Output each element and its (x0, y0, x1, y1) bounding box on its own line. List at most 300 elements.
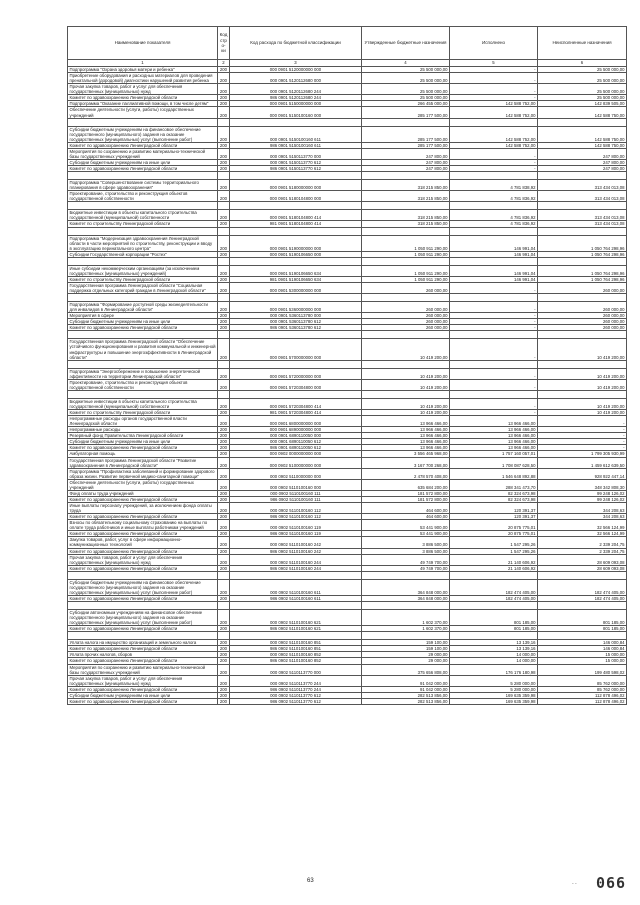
empty-cell (450, 571, 538, 579)
row-plan: 53 441 900,00 (362, 531, 450, 537)
row-code: 200 (218, 166, 230, 172)
row-done: - (450, 282, 538, 293)
row-code: 200 (218, 210, 230, 221)
empty-cell (230, 227, 362, 235)
row-done: - (450, 368, 538, 379)
row-plan: 364 848 000,00 (362, 595, 450, 601)
row-name: Комитет по здравоохранению Ленинградской области (68, 698, 218, 704)
row-rest: 182 474 405,00 (538, 595, 627, 601)
table-row (68, 554, 627, 565)
row-done: 13 966 466,00 (450, 433, 538, 439)
row-done: 13 966 466,00 (450, 439, 538, 445)
row-kbk: 000 0902 5100000000 000 (230, 457, 362, 468)
table-row (68, 479, 627, 490)
row-kbk: 000 0901 5150100160 000 (230, 107, 362, 118)
table-row (68, 675, 627, 686)
row-rest: 313 434 013,08 (538, 191, 627, 202)
row-plan: 13 966 466,00 (362, 439, 450, 445)
table-row (68, 191, 627, 202)
col-number: 2 (218, 60, 230, 67)
row-kbk: 000 0902 5110113770 000 (230, 664, 362, 675)
row-name: Субсидии бюджетным учреждениям на иные цели (68, 159, 218, 165)
empty-cell (450, 632, 538, 640)
footer-mark: - - (572, 881, 577, 887)
row-kbk: 986 0902 5110113770 612 (230, 698, 362, 704)
header-name: Наименование показателя (68, 27, 218, 60)
empty-cell (538, 202, 627, 210)
empty-cell (68, 331, 218, 339)
row-name: Непрограммные расходы органов государственной власти Ленинградской области (68, 416, 218, 427)
row-code: 200 (218, 514, 230, 520)
row-rest: 32 566 124,99 (538, 520, 627, 531)
row-code: 200 (218, 537, 230, 548)
empty-cell (218, 118, 230, 126)
row-kbk: 000 0902 5110100160 852 (230, 652, 362, 658)
row-name: Резервный фонд Правительства Ленинградской области (68, 433, 218, 439)
col-number: 6 (538, 60, 627, 67)
row-plan: 635 684 200,00 (362, 479, 450, 490)
row-code: 200 (218, 652, 230, 658)
empty-cell (68, 632, 218, 640)
empty-cell (450, 172, 538, 180)
row-code: 200 (218, 67, 230, 73)
row-kbk: 986 0902 5110100160 852 (230, 658, 362, 664)
row-name: Государственная программа Ленинградской области "Обеспечение устойчивого функционирования и развития коммунальной и инженерной инфраструктуры и повышение энергоэффективности в Ленинградской области" (69, 339, 216, 360)
row-kbk: 981 0901 5190106650 634 (230, 276, 362, 282)
row-rest: - (538, 439, 627, 445)
row-plan: 1 050 911 290,00 (362, 251, 450, 257)
row-name: Прочая закупка товаров, работ и услуг для обеспечения государственных (муниципальных) нужд (68, 554, 218, 565)
row-rest: 142 839 505,00 (538, 101, 627, 107)
row-code: 200 (218, 640, 230, 646)
row-plan: 282 513 856,00 (362, 692, 450, 698)
row-kbk: 000 0902 5110100160 244 (230, 554, 362, 565)
row-rest: 28 609 093,08 (538, 565, 627, 571)
row-done: 1 757 160 057,01 (450, 451, 538, 457)
empty-cell (218, 390, 230, 398)
row-done: 142 588 752,00 (450, 142, 538, 148)
table-row (68, 302, 627, 313)
row-done: 169 635 359,98 (450, 698, 538, 704)
spacer-row (68, 294, 627, 302)
empty-cell (450, 118, 538, 126)
row-kbk: 000 0901 5720000000 000 (230, 368, 362, 379)
spacer-row (68, 571, 627, 579)
empty-cell (230, 632, 362, 640)
row-name: Комитет по здравоохранению Ленинградской области (68, 496, 218, 502)
row-done: 1 547 295,26 (450, 548, 538, 554)
row-name: Закупка товаров, работ, услуг в сфере информационно-коммуникационных технологий (68, 537, 218, 548)
page-footer (0, 874, 640, 904)
row-kbk: 000 0902 5110100160 611 (230, 579, 362, 595)
header-kbk: Код расхода по бюджетной классификации (230, 27, 362, 60)
row-name: Комитет по здравоохранению Ленинградской области (68, 626, 218, 632)
row-kbk: 000 0901 5180104800 000 (230, 191, 362, 202)
row-rest: 85 762 000,00 (538, 686, 627, 692)
row-done: 182 474 405,00 (450, 579, 538, 595)
row-kbk: 000 0902 5110100160 851 (230, 640, 362, 646)
budget-table (67, 26, 627, 705)
table-row (68, 698, 627, 704)
row-done: 120 391,37 (450, 514, 538, 520)
empty-cell (230, 118, 362, 126)
row-plan: 10 419 200,00 (362, 379, 450, 390)
row-done: 21 140 606,92 (450, 554, 538, 565)
row-name: Комитет по здравоохранению Ленинградской области (68, 514, 218, 520)
row-plan: 1 602 370,00 (362, 610, 450, 626)
empty-cell (68, 118, 218, 126)
empty-cell (68, 294, 218, 302)
header-done: Исполнено (450, 27, 538, 60)
row-kbk: 000 0902 5110100160 111 (230, 490, 362, 496)
row-kbk: 000 0901 5360000000 000 (230, 302, 362, 313)
row-plan: 260 000,00 (362, 282, 450, 293)
empty-cell (218, 571, 230, 579)
row-done: - (450, 313, 538, 319)
row-kbk: 000 0901 6890110050 000 (230, 433, 362, 439)
row-name: Уплата налога на имущество организаций и земельного налога (68, 640, 218, 646)
row-code: 200 (218, 579, 230, 595)
row-rest: 25 500 000,00 (538, 73, 627, 84)
row-rest: - (538, 416, 627, 427)
row-done: 13 139,16 (450, 640, 538, 646)
row-code: 200 (218, 126, 230, 142)
row-name: Государственная программа Ленинградской области "Социальная поддержка отдельных категорий граждан в Ленинградской области" (68, 282, 218, 293)
row-done: 13 966 466,00 (450, 416, 538, 427)
row-code: 200 (218, 142, 230, 148)
row-done: - (450, 339, 538, 360)
empty-cell (362, 294, 450, 302)
row-code: 200 (218, 265, 230, 276)
row-name: Комитет по здравоохранению Ленинградской области (68, 595, 218, 601)
row-name: Подпрограмма "Формирование доступной среды жизнедеятельности для инвалидов в Ленинградской области" (68, 302, 218, 313)
empty-cell (362, 202, 450, 210)
row-done: 82 324 673,98 (450, 490, 538, 496)
empty-cell (450, 257, 538, 265)
row-code: 200 (218, 379, 230, 390)
empty-cell (538, 227, 627, 235)
empty-cell (230, 360, 362, 368)
row-plan: 91 042 000,00 (362, 686, 450, 692)
row-plan: 364 848 000,00 (362, 579, 450, 595)
row-rest: - (538, 445, 627, 451)
row-kbk: 986 0902 5110100160 244 (230, 565, 362, 571)
row-kbk: 000 0902 5110100160 112 (230, 503, 362, 514)
empty-cell (218, 360, 230, 368)
row-plan: 260 000,00 (362, 313, 450, 319)
row-kbk: 000 0901 6890000000 000 (230, 427, 362, 433)
row-plan: 464 600,00 (362, 503, 450, 514)
row-rest: 10 419 200,00 (538, 379, 627, 390)
table-row (68, 126, 627, 142)
row-done: 142 588 752,00 (450, 101, 538, 107)
row-code: 200 (218, 548, 230, 554)
row-name: Субсидии бюджетным учреждениям на финансовое обеспечение государственного (муниципального) задания на оказание государственных (муниципальных) услуг (выполнение работ) (68, 126, 218, 142)
row-done: - (450, 159, 538, 165)
row-plan: 318 215 850,00 (362, 210, 450, 221)
row-code: 200 (218, 319, 230, 325)
row-rest: 142 588 750,00 (538, 107, 627, 118)
empty-cell (538, 331, 627, 339)
row-kbk: 986 0901 5120112680 244 (230, 95, 362, 101)
empty-cell (362, 172, 450, 180)
row-name: Комитет по строительству Ленинградской области (68, 276, 218, 282)
row-done: 1 708 087 628,50 (450, 457, 538, 468)
row-kbk: 986 0902 5110100160 242 (230, 548, 362, 554)
table-row (68, 339, 627, 360)
row-done: - (450, 319, 538, 325)
row-done: - (450, 398, 538, 409)
row-code: 200 (218, 531, 230, 537)
row-done: 20 875 775,01 (450, 531, 538, 537)
row-code: 200 (218, 325, 230, 331)
row-plan: 247 800,00 (362, 148, 450, 159)
row-rest: 928 922 447,14 (538, 468, 627, 479)
row-name: Подпрограмма "Совершенствование системы территориального планирования в сфере здравоохранения" (68, 180, 218, 191)
row-code: 200 (218, 416, 230, 427)
row-code: 200 (218, 427, 230, 433)
row-code: 200 (218, 439, 230, 445)
row-done: 146 991,04 (450, 251, 538, 257)
row-name: Подпрограмма "Профилактика заболеваний и формирование здорового образа жизни. Развитие первичной медико-санитарной помощи" (68, 468, 218, 479)
empty-cell (450, 331, 538, 339)
row-code: 200 (218, 698, 230, 704)
row-rest: - (538, 427, 627, 433)
row-rest: - (538, 433, 627, 439)
row-code: 200 (218, 610, 230, 626)
row-kbk: 986 0902 5110100160 851 (230, 646, 362, 652)
spacer-row (68, 390, 627, 398)
row-code: 200 (218, 595, 230, 601)
row-done: 142 588 752,00 (450, 107, 538, 118)
empty-cell (362, 227, 450, 235)
row-rest: 15 000,00 (538, 652, 627, 658)
row-done: 176 176 180,98 (450, 664, 538, 675)
row-code: 200 (218, 451, 230, 457)
row-name: Комитет по здравоохранению Ленинградской области (68, 565, 218, 571)
table-header-row (68, 27, 627, 60)
row-kbk: 000 0901 5360113780 000 (230, 313, 362, 319)
row-plan: 247 800,00 (362, 166, 450, 172)
row-name: Бюджетные инвестиции в объекты капитального строительства государственной (муниципальной) собственности (68, 398, 218, 409)
row-name: Комитет по здравоохранению Ленинградской области (68, 325, 218, 331)
col-number: 5 (450, 60, 538, 67)
row-done: 182 474 405,00 (450, 595, 538, 601)
row-code: 200 (218, 490, 230, 496)
table-row (68, 416, 627, 427)
table-row (68, 180, 627, 191)
row-rest: 10 419 200,00 (538, 410, 627, 416)
row-plan: 1 050 911 290,00 (362, 265, 450, 276)
row-code: 200 (218, 107, 230, 118)
empty-cell (68, 172, 218, 180)
row-rest: 1 050 764 298,96 (538, 276, 627, 282)
row-rest: 199 480 598,02 (538, 664, 627, 675)
empty-cell (362, 118, 450, 126)
row-rest: 1 050 764 298,96 (538, 251, 627, 257)
row-rest: 801 185,00 (538, 626, 627, 632)
row-plan: 159 100,00 (362, 646, 450, 652)
col-number: 3 (230, 60, 362, 67)
row-kbk: 000 0901 5190106650 000 (230, 251, 362, 257)
row-kbk: 000 0901 5180104800 414 (230, 210, 362, 221)
row-done: - (450, 84, 538, 95)
empty-cell (362, 632, 450, 640)
row-code: 200 (218, 565, 230, 571)
empty-cell (68, 602, 218, 610)
row-rest: 313 434 013,08 (538, 210, 627, 221)
row-plan: 10 419 200,00 (362, 368, 450, 379)
row-kbk: 000 0902 5110100160 119 (230, 520, 362, 531)
row-rest: 85 762 000,00 (538, 675, 627, 686)
row-kbk: 000 0901 5700000000 000 (230, 339, 362, 360)
table-row (68, 368, 627, 379)
row-plan: 266 455 000,00 (362, 101, 450, 107)
row-rest: 313 434 013,08 (538, 180, 627, 191)
row-kbk: 000 0901 5120112680 000 (230, 73, 362, 84)
row-rest: 1 050 764 298,96 (538, 265, 627, 276)
spacer-row (68, 331, 627, 339)
row-done: 5 280 000,00 (450, 675, 538, 686)
row-kbk: 000 0901 5150100160 611 (230, 126, 362, 142)
row-name: Субсидии бюджетным учреждениям на иные цели (68, 319, 218, 325)
table-row (68, 210, 627, 221)
table-row (68, 379, 627, 390)
row-code: 200 (218, 479, 230, 490)
row-done: - (450, 148, 538, 159)
row-code: 200 (218, 191, 230, 202)
row-rest: 32 566 124,99 (538, 531, 627, 537)
row-code: 200 (218, 445, 230, 451)
row-done: - (450, 95, 538, 101)
row-plan: 3 556 465 968,00 (362, 451, 450, 457)
row-plan: 3 886 500,00 (362, 537, 450, 548)
row-done: 1 546 648 892,88 (450, 468, 538, 479)
row-name: Обеспечение деятельности (услуги, работы) государственных учреждений (68, 107, 218, 118)
row-done: 13 966 466,00 (450, 427, 538, 433)
row-kbk: 000 0902 5110113770 244 (230, 675, 362, 686)
empty-cell (68, 227, 218, 235)
row-rest: 146 000,84 (538, 640, 627, 646)
row-done: 169 635 359,98 (450, 692, 538, 698)
empty-cell (450, 294, 538, 302)
row-name: Комитет по строительству Ленинградской области (68, 410, 218, 416)
row-code: 200 (218, 95, 230, 101)
empty-cell (538, 390, 627, 398)
row-name: Приобретение оборудования и расходных материалов для проведения пренатальной (дородовой) диагностики нарушений развития ребенка (68, 73, 218, 84)
row-rest: 260 000,00 (538, 325, 627, 331)
row-name: Амбулаторная помощь (68, 451, 218, 457)
row-name: Комитет по здравоохранению Ленинградской области (68, 686, 218, 692)
row-code: 200 (218, 313, 230, 319)
row-rest: 344 208,63 (538, 503, 627, 514)
row-plan: 29 000,00 (362, 652, 450, 658)
table-row (68, 457, 627, 468)
row-name: Комитет по здравоохранению Ленинградской области (68, 166, 218, 172)
row-rest: 25 500 000,00 (538, 84, 627, 95)
row-plan: 3 886 500,00 (362, 548, 450, 554)
empty-cell (538, 257, 627, 265)
row-name: Субсидии бюджетным учреждениям на иные цели (68, 692, 218, 698)
row-plan: 49 749 700,00 (362, 554, 450, 565)
row-plan: 282 513 856,00 (362, 698, 450, 704)
row-rest: 348 342 808,30 (538, 479, 627, 490)
row-code: 200 (218, 457, 230, 468)
row-kbk: 000 0901 5150113770 612 (230, 159, 362, 165)
row-rest: 25 500 000,00 (538, 95, 627, 101)
row-name: Подпрограмма "Оказание паллиативной помощи, в том числе детям" (68, 101, 218, 107)
row-kbk: 981 0901 5720304800 414 (230, 410, 362, 416)
table-row (68, 610, 627, 626)
row-rest: 313 434 013,08 (538, 221, 627, 227)
row-plan: 260 000,00 (362, 319, 450, 325)
row-plan: 25 500 000,00 (362, 73, 450, 84)
row-rest: 247 800,00 (538, 148, 627, 159)
row-done: - (450, 379, 538, 390)
row-kbk: 986 0902 5110100160 119 (230, 531, 362, 537)
row-done: 21 140 606,92 (450, 565, 538, 571)
row-rest: 142 588 750,00 (538, 142, 627, 148)
row-kbk: 986 0902 5110113770 244 (230, 686, 362, 692)
row-code: 200 (218, 368, 230, 379)
table-row (68, 503, 627, 514)
row-plan: 285 177 500,00 (362, 126, 450, 142)
row-code: 200 (218, 692, 230, 698)
row-rest: 10 419 200,00 (538, 368, 627, 379)
row-done: - (450, 325, 538, 331)
row-name: Субсидии бюджетным учреждениям на иные цели (68, 439, 218, 445)
row-done: 146 991,04 (450, 276, 538, 282)
row-kbk: 000 0902 5110100160 242 (230, 537, 362, 548)
row-code: 200 (218, 73, 230, 84)
header-plan: Утвержденные бюджетные назначения (362, 27, 450, 60)
table-row (68, 235, 627, 251)
row-plan: 1 050 911 290,00 (362, 276, 450, 282)
row-plan: 181 572 800,00 (362, 490, 450, 496)
table-row (68, 282, 627, 293)
row-code: 200 (218, 646, 230, 652)
empty-cell (230, 294, 362, 302)
row-plan: 25 500 000,00 (362, 67, 450, 73)
row-rest: 10 419 200,00 (538, 339, 627, 360)
row-rest: 801 185,00 (538, 610, 627, 626)
empty-cell (230, 172, 362, 180)
row-name: Подпрограмма "Модернизация здравоохранения Ленинградской области в части мероприятий по строительству, реконструкции и вводу в эксплуатацию перинатального центра" (68, 235, 218, 251)
table-row (68, 468, 627, 479)
table-row (68, 84, 627, 95)
row-kbk: 000 0902 5110100160 000 (230, 479, 362, 490)
empty-cell (362, 602, 450, 610)
empty-cell (362, 331, 450, 339)
row-rest: 142 588 750,00 (538, 126, 627, 142)
row-code: 200 (218, 180, 230, 191)
row-kbk: 986 0902 5110100160 111 (230, 496, 362, 502)
row-rest: 146 000,84 (538, 646, 627, 652)
row-code: 200 (218, 159, 230, 165)
empty-cell (450, 360, 538, 368)
row-done: 120 391,37 (450, 503, 538, 514)
row-code: 200 (218, 496, 230, 502)
row-done: 14 000,00 (450, 658, 538, 664)
empty-cell (68, 360, 218, 368)
row-plan: 159 100,00 (362, 640, 450, 646)
row-kbk: 000 0902 5110100160 621 (230, 610, 362, 626)
row-rest: 25 500 000,00 (538, 67, 627, 73)
row-rest: 260 000,00 (538, 302, 627, 313)
row-done: 142 588 752,00 (450, 126, 538, 142)
row-kbk: 000 0901 5190106650 634 (230, 265, 362, 276)
row-done: 4 781 838,92 (450, 180, 538, 191)
